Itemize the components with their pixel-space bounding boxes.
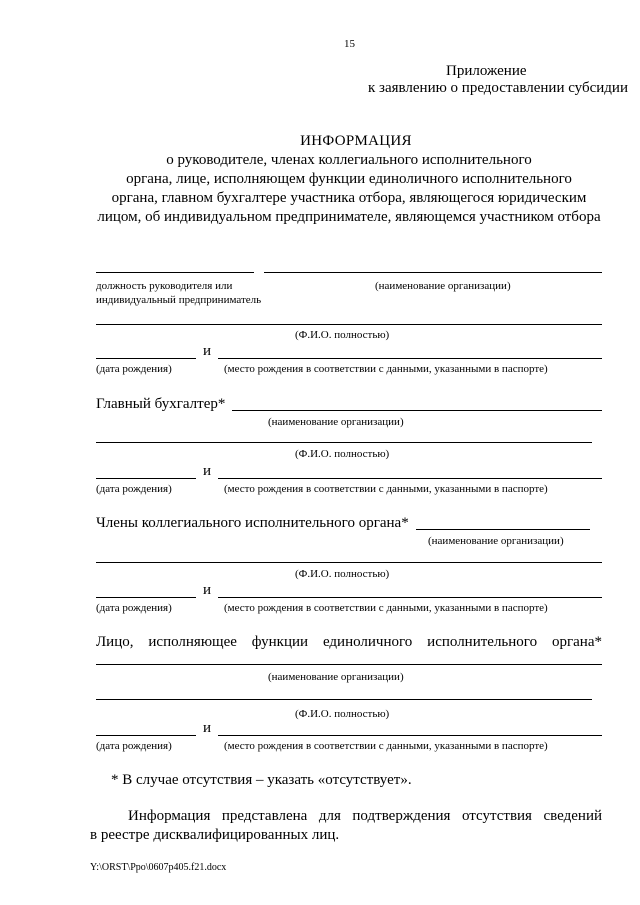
org-name-label-4: (наименование организации) (268, 671, 404, 683)
and-label-2: и (203, 463, 212, 479)
position-label-2: индивидуальный предприниматель (96, 294, 262, 306)
birthplace-label-2: (место рождения в соответствии с данными, указанными в паспорте) (224, 483, 548, 495)
chief-accountant-heading: Главный бухгалтер* (96, 396, 226, 412)
birthplace-line-1[interactable] (218, 358, 602, 359)
fio-label-3: (Ф.И.О. полностью) (295, 568, 390, 580)
sole-executive-org-line[interactable] (96, 664, 602, 665)
dob-line-3[interactable] (96, 597, 196, 598)
birthplace-label-4: (место рождения в соответствии с данными, указанными в паспорте) (224, 740, 548, 752)
fio-label-1: (Ф.И.О. полностью) (295, 329, 390, 341)
purpose-line-2: в реестре дисквалифицированных лиц. (90, 827, 340, 843)
chief-accountant-org-line[interactable] (232, 410, 602, 411)
fio-line-1[interactable] (96, 324, 602, 325)
fio-line-3[interactable] (96, 562, 602, 563)
dob-label-4: (дата рождения) (96, 740, 172, 752)
file-path: Y:\ORST\Ppo\0607p405.f21.docx (90, 862, 227, 873)
birthplace-label-1: (место рождения в соответствии с данными, указанными в паспорте) (224, 363, 548, 375)
dob-label-1: (дата рождения) (96, 363, 172, 375)
board-members-org-line[interactable] (416, 529, 590, 530)
org-name-line[interactable] (264, 272, 602, 273)
position-line[interactable] (96, 272, 254, 273)
fio-line-2[interactable] (96, 442, 592, 443)
org-name-label-3: (наименование организации) (428, 535, 564, 547)
birthplace-label-3: (место рождения в соответствии с данными, указанными в паспорте) (224, 602, 548, 614)
dob-line-1[interactable] (96, 358, 196, 359)
position-label-1: должность руководителя или (96, 280, 233, 292)
board-members-heading: Члены коллегиального исполнительного органа* (96, 515, 409, 531)
title-line-2: органа, лице, исполняющем функции единоличного исполнительного (126, 171, 572, 187)
title-heading: ИНФОРМАЦИЯ (300, 133, 412, 149)
dob-label-3: (дата рождения) (96, 602, 172, 614)
title-line-4: лицом, об индивидуальном предпринимателе, являющемся участником отбора (97, 209, 601, 225)
title-line-3: органа, главном бухгалтере участника отбора, являющегося юридическим (111, 190, 587, 206)
purpose-line-1: Информация представлена для подтверждения отсутствия сведений (128, 808, 602, 824)
birthplace-line-4[interactable] (218, 735, 602, 736)
and-label-3: и (203, 582, 212, 598)
birthplace-line-2[interactable] (218, 478, 602, 479)
sole-executive-heading: Лицо, исполняющее функции единоличного исполнительного органа* (96, 634, 602, 650)
dob-line-2[interactable] (96, 478, 196, 479)
org-name-label-1: (наименование организации) (375, 280, 511, 292)
appendix-subtitle: к заявлению о предоставлении субсидии (368, 80, 628, 96)
and-label-4: и (203, 720, 212, 736)
fio-line-4[interactable] (96, 699, 592, 700)
document-title (56, 132, 640, 151)
appendix-label: Приложение (446, 63, 527, 79)
dob-line-4[interactable] (96, 735, 196, 736)
fio-label-4: (Ф.И.О. полностью) (295, 708, 390, 720)
footnote: * В случае отсутствия – указать «отсутствует». (111, 772, 412, 788)
dob-label-2: (дата рождения) (96, 483, 172, 495)
and-label-1: и (203, 343, 212, 359)
birthplace-line-3[interactable] (218, 597, 602, 598)
title-line-1: о руководителе, членах коллегиального исполнительного (166, 152, 532, 168)
org-name-label-2: (наименование организации) (268, 416, 404, 428)
page-number: 15 (344, 38, 355, 50)
fio-label-2: (Ф.И.О. полностью) (295, 448, 390, 460)
